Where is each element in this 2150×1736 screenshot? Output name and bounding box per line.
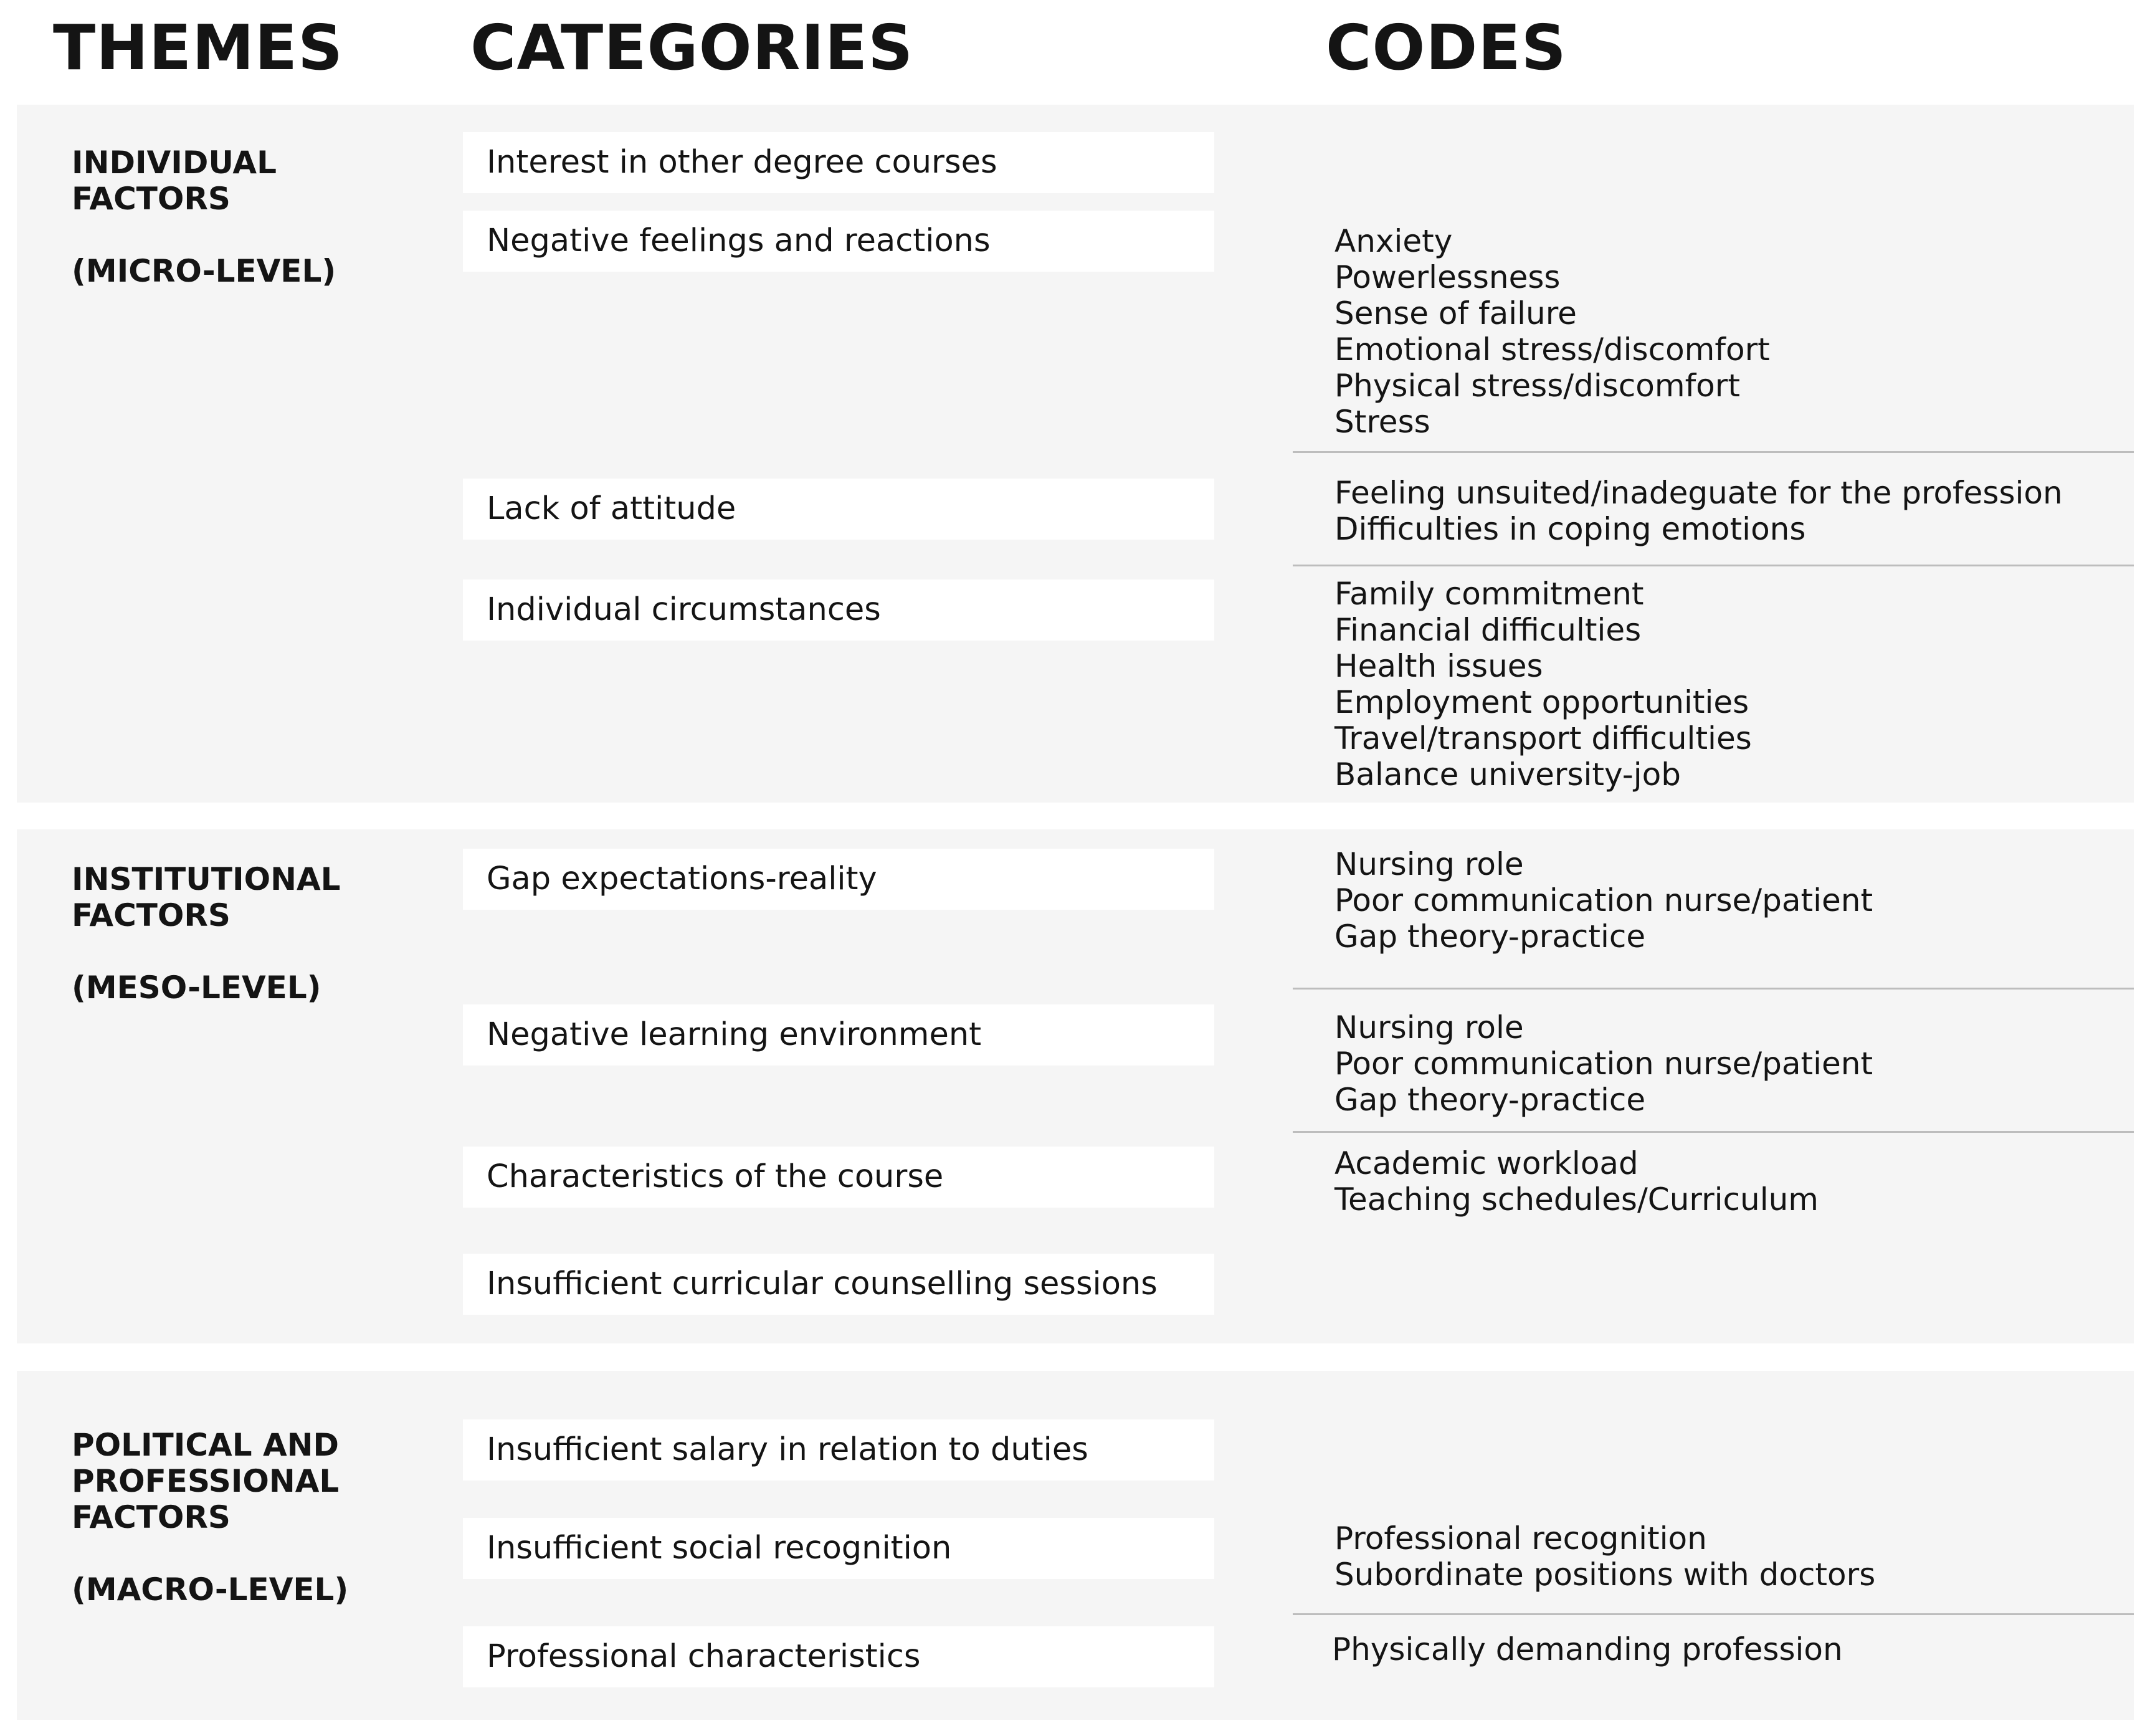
categories-header: CATEGORIES — [470, 11, 914, 84]
code-item: Gap theory-practice — [1334, 1082, 1646, 1118]
code-item: Physical stress/discomfort — [1334, 368, 1740, 404]
code-list — [1334, 223, 2126, 440]
codes-header: CODES — [1326, 11, 1567, 84]
code-item: Employment opportunities — [1334, 684, 1749, 720]
code-separator — [1293, 565, 2134, 566]
category-box — [463, 211, 1214, 272]
code-list — [1334, 1520, 2126, 1593]
code-item: Powerlessness — [1334, 259, 1561, 295]
code-item: Teaching schedules/Curriculum — [1334, 1181, 1819, 1218]
code-item: Financial difficulties — [1334, 612, 1642, 648]
code-item: Poor communication nurse/patient — [1334, 1046, 1873, 1082]
category-box — [463, 1518, 1214, 1579]
category-label: Lack of attitude — [487, 490, 736, 527]
category-label: Insufficient curricular counselling sessions — [487, 1266, 1158, 1302]
category-box — [463, 579, 1214, 641]
code-item: Emotional stress/discomfort — [1334, 331, 1770, 368]
code-item: Poor communication nurse/patient — [1334, 882, 1873, 918]
theme-title-line: FACTORS — [72, 897, 231, 933]
category-box — [463, 132, 1214, 193]
code-item: Physically demanding profession — [1332, 1631, 1843, 1667]
code-list — [1334, 846, 2126, 955]
theme-political-professional-factors — [72, 1427, 396, 1608]
category-label: Insufficient social recognition — [487, 1530, 952, 1567]
code-list — [1334, 1009, 2126, 1118]
code-item: Academic workload — [1334, 1145, 1639, 1181]
category-label: Individual circumstances — [487, 591, 881, 628]
category-label: Insufficient salary in relation to duties — [487, 1431, 1088, 1468]
theme-individual-factors — [72, 145, 396, 289]
category-label: Negative feelings and reactions — [487, 222, 991, 259]
code-item: Subordinate positions with doctors — [1334, 1557, 1876, 1593]
theme-title-line: FACTORS — [72, 181, 231, 217]
theme-level: (MACRO-LEVEL) — [72, 1571, 349, 1608]
code-item: Family commitment — [1334, 576, 1644, 612]
theme-institutional-factors — [72, 861, 396, 1006]
code-list — [1334, 576, 2126, 793]
category-label: Gap expectations-reality — [487, 861, 877, 897]
code-item: Health issues — [1334, 648, 1543, 684]
theme-title-line: POLITICAL AND — [72, 1427, 340, 1463]
code-item: Sense of failure — [1334, 295, 1577, 331]
theme-title-line: FACTORS — [72, 1499, 231, 1535]
code-item: Balance university-job — [1334, 756, 1681, 793]
code-item: Nursing role — [1334, 846, 1524, 882]
theme-title-line: INDIVIDUAL — [72, 145, 277, 181]
theme-level: (MESO-LEVEL) — [72, 970, 321, 1006]
code-separator — [1293, 451, 2134, 453]
code-item: Professional recognition — [1334, 1520, 1707, 1557]
code-list — [1332, 1631, 2123, 1667]
code-item: Anxiety — [1334, 223, 1453, 259]
code-item: Stress — [1334, 404, 1430, 440]
code-list — [1334, 475, 2126, 547]
code-item: Travel/transport difficulties — [1334, 720, 1752, 756]
category-label: Professional characteristics — [487, 1638, 921, 1675]
category-box — [463, 1419, 1214, 1481]
theme-title-line: PROFESSIONAL — [72, 1463, 340, 1499]
code-list — [1334, 1145, 2126, 1218]
category-box — [463, 849, 1214, 910]
category-box — [463, 1147, 1214, 1208]
category-box — [463, 1626, 1214, 1687]
theme-level: (MICRO-LEVEL) — [72, 253, 336, 289]
code-item: Difficulties in coping emotions — [1334, 511, 1806, 547]
code-item: Feeling unsuited/inadeguate for the profession — [1334, 475, 2063, 511]
code-item: Nursing role — [1334, 1009, 1524, 1046]
category-box — [463, 1004, 1214, 1066]
code-separator — [1293, 1613, 2134, 1615]
category-label: Negative learning environment — [487, 1016, 982, 1053]
category-label: Interest in other degree courses — [487, 144, 997, 181]
category-box — [463, 1254, 1214, 1315]
code-separator — [1293, 988, 2134, 990]
category-box — [463, 479, 1214, 540]
code-item: Gap theory-practice — [1334, 918, 1646, 955]
themes-header: THEMES — [53, 11, 344, 84]
category-label: Characteristics of the course — [487, 1158, 944, 1195]
theme-title-line: INSTITUTIONAL — [72, 861, 341, 897]
code-separator — [1293, 1131, 2134, 1133]
